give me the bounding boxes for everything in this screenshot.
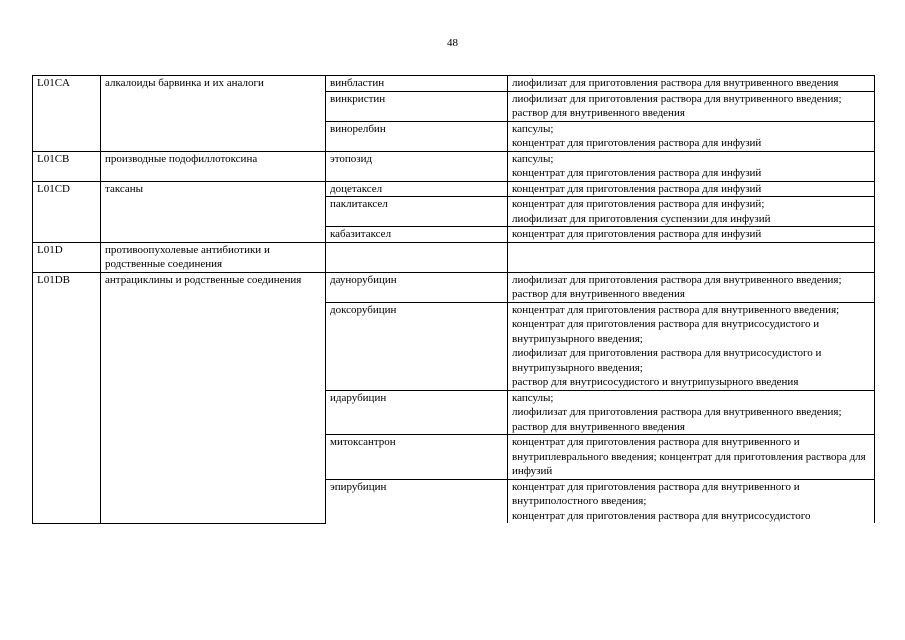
drug-name-cell: эпирубицин bbox=[326, 479, 508, 523]
dosage-form-line: концентрат для приготовления раствора для внутривенного и внутриполостного введения; bbox=[512, 480, 800, 507]
dosage-form-cell bbox=[508, 151, 875, 181]
dosage-form-line: концентрат для приготовления раствора для внутрисосудистого bbox=[512, 509, 811, 522]
page-number: 48 bbox=[447, 37, 458, 49]
group-name-cell: алкалоиды барвинка и их аналоги bbox=[101, 76, 326, 152]
dosage-form-cell: концентрат для приготовления раствора для инфузий bbox=[508, 181, 875, 197]
drug-name-cell: винкристин bbox=[326, 91, 508, 121]
dosage-form-cell bbox=[508, 121, 875, 151]
drug-name-cell: идарубицин bbox=[326, 390, 508, 435]
dosage-form-line: лиофилизат для приготовления раствора для внутривенного введения; bbox=[512, 92, 842, 105]
drug-name-cell: даунорубицин bbox=[326, 272, 508, 302]
group-name-cell: таксаны bbox=[101, 181, 326, 242]
dosage-form-cell: лиофилизат для приготовления раствора для внутривенного введения bbox=[508, 76, 875, 92]
dosage-form-line: раствор для внутривенного введения bbox=[512, 288, 685, 300]
atc-code-cell: L01D bbox=[33, 242, 101, 272]
drug-name-cell: паклитаксел bbox=[326, 197, 508, 227]
dosage-form-line: концентрат для приготовления раствора для инфузий bbox=[512, 167, 762, 179]
dosage-form-cell: концентрат для приготовления раствора для инфузий bbox=[508, 227, 875, 243]
dosage-form-line: капсулы; bbox=[512, 122, 554, 135]
dosage-form-line: концентрат для приготовления раствора для инфузий; bbox=[512, 198, 765, 210]
atc-code-cell: L01CA bbox=[33, 76, 101, 152]
group-name-cell: производные подофиллотоксина bbox=[101, 151, 326, 181]
drug-table bbox=[32, 75, 875, 524]
group-name-cell: противоопухолевые антибиотики и родственные соединения bbox=[101, 242, 326, 272]
dosage-form-cell bbox=[508, 197, 875, 227]
drug-name-cell: доксорубицин bbox=[326, 302, 508, 390]
table-row bbox=[33, 272, 875, 302]
dosage-form-line: концентрат для приготовления раствора для внутривенного введения; bbox=[512, 303, 840, 316]
group-name-cell: антрациклины и родственные соединения bbox=[101, 272, 326, 523]
dosage-form-line: лиофилизат для приготовления суспензии для инфузий bbox=[512, 212, 771, 225]
dosage-form-line: лиофилизат для приготовления раствора для внутрисосудистого и внутрипузырного введения; bbox=[512, 347, 822, 374]
dosage-form-cell bbox=[508, 390, 875, 435]
dosage-form-line: раствор для внутрисосудистого и внутрипузырного введения bbox=[512, 376, 799, 388]
dosage-form-cell bbox=[508, 91, 875, 121]
dosage-form-line: лиофилизат для приготовления раствора для внутривенного введения; bbox=[512, 273, 842, 286]
dosage-form-line: концентрат для приготовления раствора для инфузий bbox=[512, 137, 762, 149]
atc-code-cell: L01CD bbox=[33, 181, 101, 242]
dosage-form-line: капсулы; bbox=[512, 152, 554, 165]
table-row bbox=[33, 242, 875, 272]
dosage-form-cell: концентрат для приготовления раствора для внутривенного и внутриплеврального введения; концентрат для приготовления раствора для инфузий bbox=[508, 435, 875, 480]
drug-name-cell: винорелбин bbox=[326, 121, 508, 151]
table-row bbox=[33, 181, 875, 197]
dosage-form-cell bbox=[508, 479, 875, 523]
drug-name-cell: кабазитаксел bbox=[326, 227, 508, 243]
atc-code-cell: L01CB bbox=[33, 151, 101, 181]
drug-name-cell: доцетаксел bbox=[326, 181, 508, 197]
drug-name-cell bbox=[326, 242, 508, 272]
dosage-form-cell bbox=[508, 302, 875, 390]
drug-name-cell: винбластин bbox=[326, 76, 508, 92]
dosage-form-line: концентрат для приготовления раствора для внутрисосудистого и внутрипузырного введения; bbox=[512, 318, 820, 345]
atc-code-cell: L01DB bbox=[33, 272, 101, 523]
dosage-form-cell bbox=[508, 242, 875, 272]
table-row bbox=[33, 151, 875, 181]
dosage-form-line: лиофилизат для приготовления раствора для внутривенного введения; bbox=[512, 406, 842, 418]
dosage-form-line: раствор для внутривенного введения bbox=[512, 107, 685, 119]
drug-name-cell: митоксантрон bbox=[326, 435, 508, 480]
dosage-form-line: раствор для внутривенного введения bbox=[512, 420, 685, 433]
drug-name-cell: этопозид bbox=[326, 151, 508, 181]
table-row bbox=[33, 76, 875, 92]
dosage-form-cell bbox=[508, 272, 875, 302]
dosage-form-line: капсулы; bbox=[512, 391, 554, 404]
